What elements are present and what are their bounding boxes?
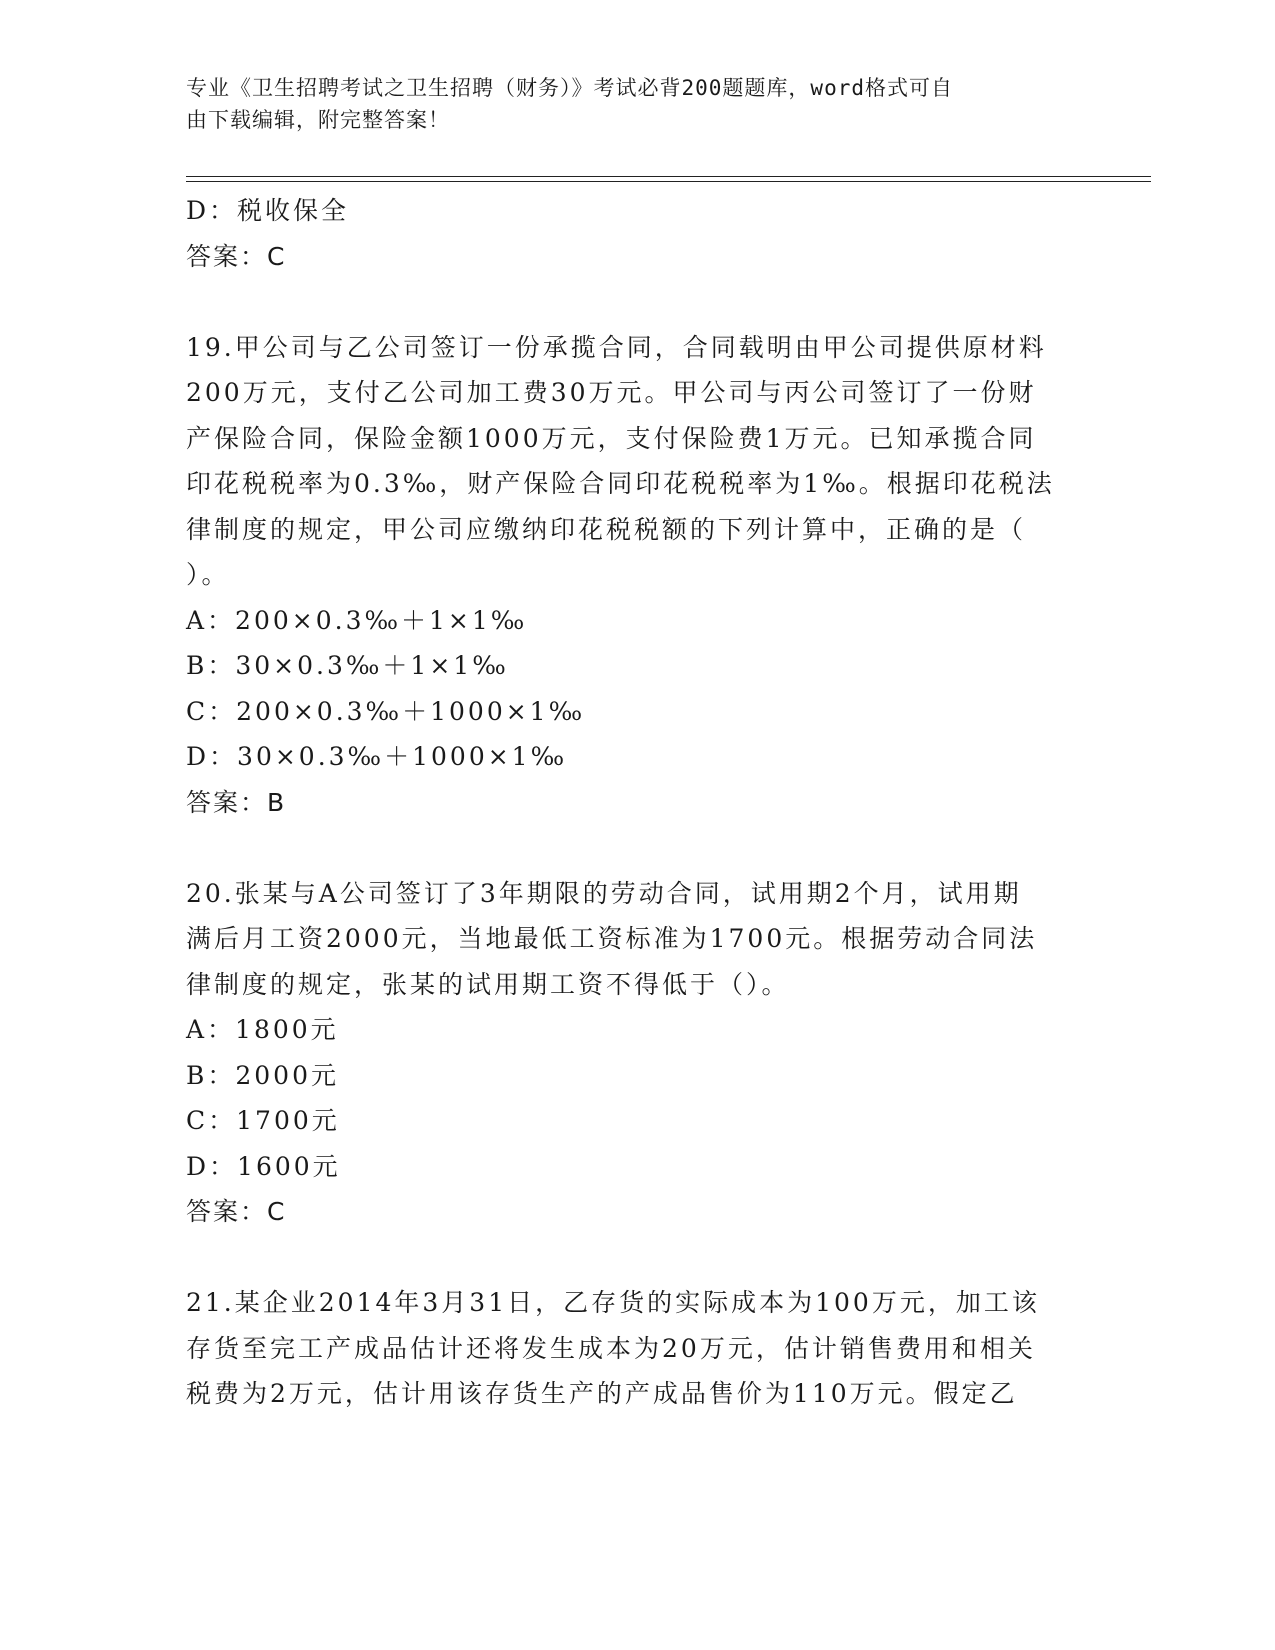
question-text-line: 律制度的规定，甲公司应缴纳印花税税额的下列计算中，正确的是（	[186, 514, 1027, 544]
header-line-2: 由下载编辑，附完整答案！	[186, 108, 450, 132]
header-rule-top	[186, 176, 1151, 177]
question-text-line: 产保险合同，保险金额1000万元，支付保险费1万元。已知承揽合同	[186, 423, 1037, 453]
question-text-line: 200万元，支付乙公司加工费30万元。甲公司与丙公司签订了一份财	[186, 378, 1037, 407]
question-21	[186, 1280, 1086, 1417]
question-text-line: 19.甲公司与乙公司签订一份承揽合同，合同载明由甲公司提供原材料	[186, 332, 1047, 362]
answer: 答案：C	[186, 1197, 287, 1226]
question-20	[186, 871, 1086, 1235]
header-rule-bottom	[186, 181, 1151, 182]
question-19	[186, 325, 1086, 826]
option-c: C：1700元	[186, 1106, 340, 1135]
option-a: A：200×0.3‰＋1×1‰	[186, 605, 528, 635]
spacer	[186, 825, 1086, 871]
question-text-line: 存货至完工产成品估计还将发生成本为20万元，估计销售费用和相关	[186, 1333, 1036, 1363]
option-c: C：200×0.3‰＋1000×1‰	[186, 696, 586, 726]
question-text-line: 21.某企业2014年3月31日，乙存货的实际成本为100万元，加工该	[186, 1288, 1040, 1317]
option-d: D：1600元	[186, 1151, 341, 1181]
question-text-line: 印花税税率为0.3‰，财产保险合同印花税税率为1‰。根据印花税法	[186, 469, 1055, 498]
question-text-line: ）。	[186, 560, 230, 589]
option-b: B：2000元	[186, 1060, 339, 1090]
answer: 答案：B	[186, 787, 287, 817]
prev-question-tail	[186, 188, 1086, 279]
question-text-line: 税费为2万元，估计用该存货生产的产成品售价为110万元。假定乙	[186, 1379, 1018, 1408]
question-text-line: 20.张某与A公司签订了3年期限的劳动合同，试用期2个月，试用期	[186, 878, 1022, 908]
question-text-line: 满后月工资2000元，当地最低工资标准为1700元。根据劳动合同法	[186, 924, 1038, 953]
question-text-line: 律制度的规定，张某的试用期工资不得低于（）。	[186, 969, 790, 999]
document-header	[186, 72, 1066, 136]
header-line-1: 专业《卫生招聘考试之卫生招聘（财务）》考试必背200题题库，word格式可自	[186, 76, 953, 100]
option-d: D：税收保全	[186, 196, 350, 225]
option-d: D：30×0.3‰＋1000×1‰	[186, 742, 568, 771]
spacer	[186, 279, 1086, 325]
option-a: A：1800元	[186, 1015, 339, 1044]
option-b: B：30×0.3‰＋1×1‰	[186, 651, 509, 680]
spacer	[186, 1235, 1086, 1281]
answer: 答案：C	[186, 241, 287, 271]
document-body	[186, 188, 1086, 1417]
